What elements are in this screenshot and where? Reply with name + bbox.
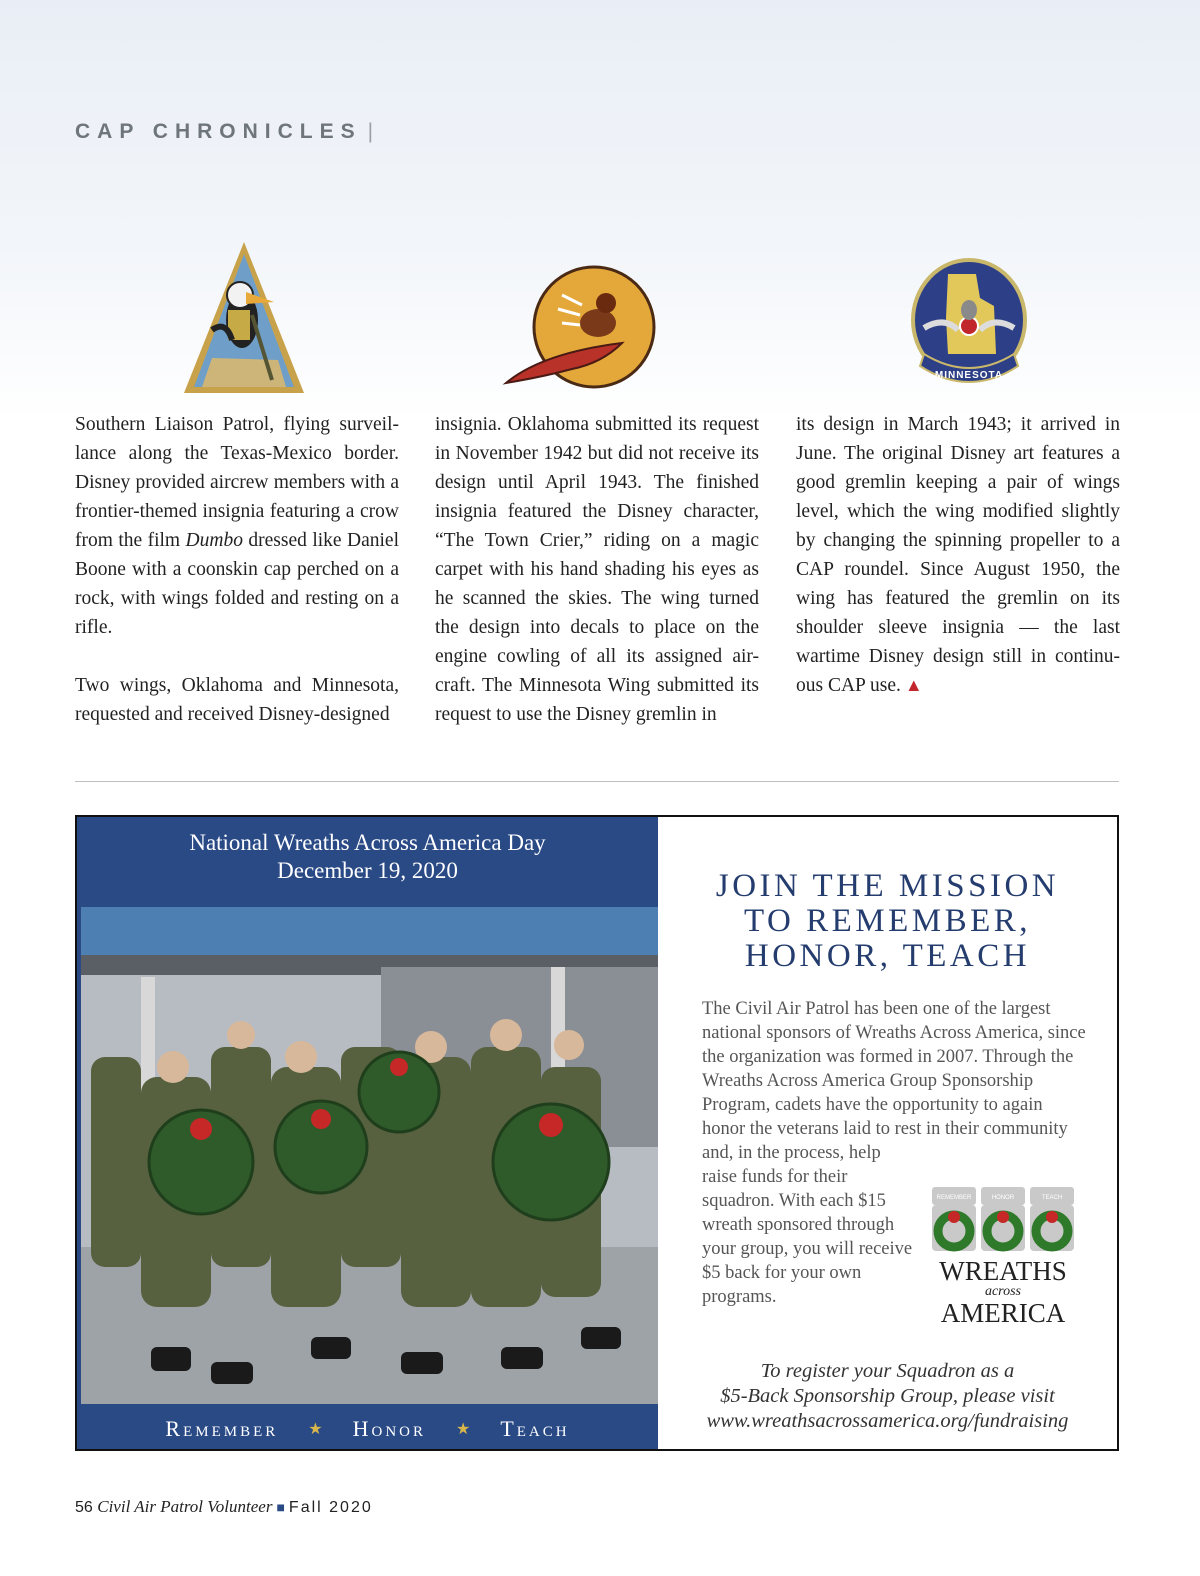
- join-line-1: JOIN THE MISSION: [715, 868, 1060, 904]
- page-number: 56: [75, 1499, 93, 1516]
- magazine-title: Civil Air Patrol Volunteer: [97, 1497, 273, 1516]
- ad-join-heading: [658, 869, 1117, 974]
- join-line-2: TO REMEMBER,: [743, 903, 1032, 939]
- footer-word-teach: Teach: [500, 1416, 570, 1441]
- ad-body-narrow: and, in the process, help raise funds for their squadron. With each $15 wreath sponsored through your group, you will receive $5 back for your own programs.: [702, 1143, 913, 1307]
- article-column-2: [435, 410, 759, 729]
- register-line-1: To register your Squadron as a: [760, 1360, 1015, 1382]
- section-separator: |: [367, 120, 374, 143]
- logo-america: AMERICA: [940, 1298, 1066, 1328]
- square-bullet-icon: ■: [276, 1499, 285, 1515]
- article-paragraph: Two wings, Oklahoma and Minnesota, requested and received Disney-designed: [75, 675, 399, 725]
- cadets-carrying-wreaths-photo: [81, 907, 658, 1404]
- issue-season: Fall 2020: [288, 1499, 373, 1516]
- register-url-link[interactable]: www.wreathsacrossamerica.org/fundraising: [706, 1410, 1069, 1432]
- logo-tab-teach: TEACH: [1041, 1195, 1063, 1201]
- article-text: dressed like Daniel Boone with a coonskin cap perched on a rock, with wings folded and resting on a rifle.: [75, 530, 399, 638]
- article-text: Southern Liaison Patrol, flying surveil-lance along the Texas-Mexico border. Disney provided aircrew members with a frontier-themed insignia featuring a crow from the film: [75, 414, 399, 551]
- ad-heading-line2: December 19, 2020: [277, 858, 458, 883]
- logo-across: across: [984, 1284, 1022, 1299]
- article-paragraph: insignia. Oklahoma submitted its request in November 1942 but did not receive its design until April 1943. The finished insignia featured the Disney character, “The Town Crier,” riding on a magic carpet with his hand shading his eyes as he scanned the skies. The wing turned the design into decals to place on the engine cowling of all its assigned air-craft. The Minnesota Wing submitted its request to use the Disney gremlin in: [435, 414, 759, 725]
- ad-heading-line1: National Wreaths Across America Day: [189, 830, 546, 855]
- section-label: [75, 120, 373, 144]
- wreaths-across-america-ad: [75, 815, 1119, 1451]
- ad-body-wide: The Civil Air Patrol has been one of the largest national sponsors of Wreaths Across America, since the organization was formed in 2007. Through the Wreaths Across America Group Sponsorship Program, cadets have the opportunity to again honor the veterans laid to rest in their community: [702, 999, 1086, 1139]
- article-paragraph: [796, 410, 1120, 700]
- logo-tab-remember: REMEMBER: [936, 1195, 972, 1201]
- minnesota-wing-patch-image: [910, 258, 1028, 394]
- page-footer: [75, 1497, 373, 1517]
- article-column-1: [75, 410, 399, 729]
- section-divider: [75, 781, 1119, 782]
- logo-wreaths: WREATHS: [939, 1256, 1067, 1286]
- ad-footer-band: [77, 1409, 658, 1449]
- footer-word-honor: Honor: [352, 1416, 426, 1441]
- oklahoma-wing-patch-image: [502, 265, 662, 393]
- ad-text-panel: [658, 817, 1117, 1449]
- article-paragraph: [75, 410, 399, 642]
- article-column-3: [796, 410, 1120, 700]
- section-title: CAP CHRONICLES: [75, 120, 362, 143]
- end-mark-icon: ▲: [904, 675, 923, 695]
- ad-register-callout: [658, 1359, 1117, 1434]
- article-text: its design in March 1943; it arrived in June. The original Disney art features a good gremlin keeping a pair of wings level, which the wing modified slightly by changing the spinning propeller to a CAP roundel. Since August 1950, the wing has featured the gremlin on its shoulder sleeve insignia — the last wartime Disney design still in continu-ous CAP use.: [796, 414, 1120, 696]
- star-icon: ★: [308, 1421, 323, 1438]
- minnesota-patch-label: MINNESOTA: [934, 370, 1004, 381]
- footer-word-remember: Remember: [165, 1416, 279, 1441]
- join-line-3: HONOR, TEACH: [744, 938, 1031, 974]
- film-title: Dumbo: [185, 530, 243, 551]
- ad-photo-panel: [77, 817, 658, 1449]
- southern-liaison-patrol-patch-image: [182, 240, 306, 395]
- logo-tab-honor: HONOR: [991, 1195, 1015, 1201]
- register-line-2: $5-Back Sponsorship Group, please visit: [720, 1385, 1055, 1407]
- star-icon: ★: [455, 1421, 471, 1438]
- wreaths-logo-wordmark: [920, 1257, 1086, 1327]
- ad-heading: [77, 829, 658, 885]
